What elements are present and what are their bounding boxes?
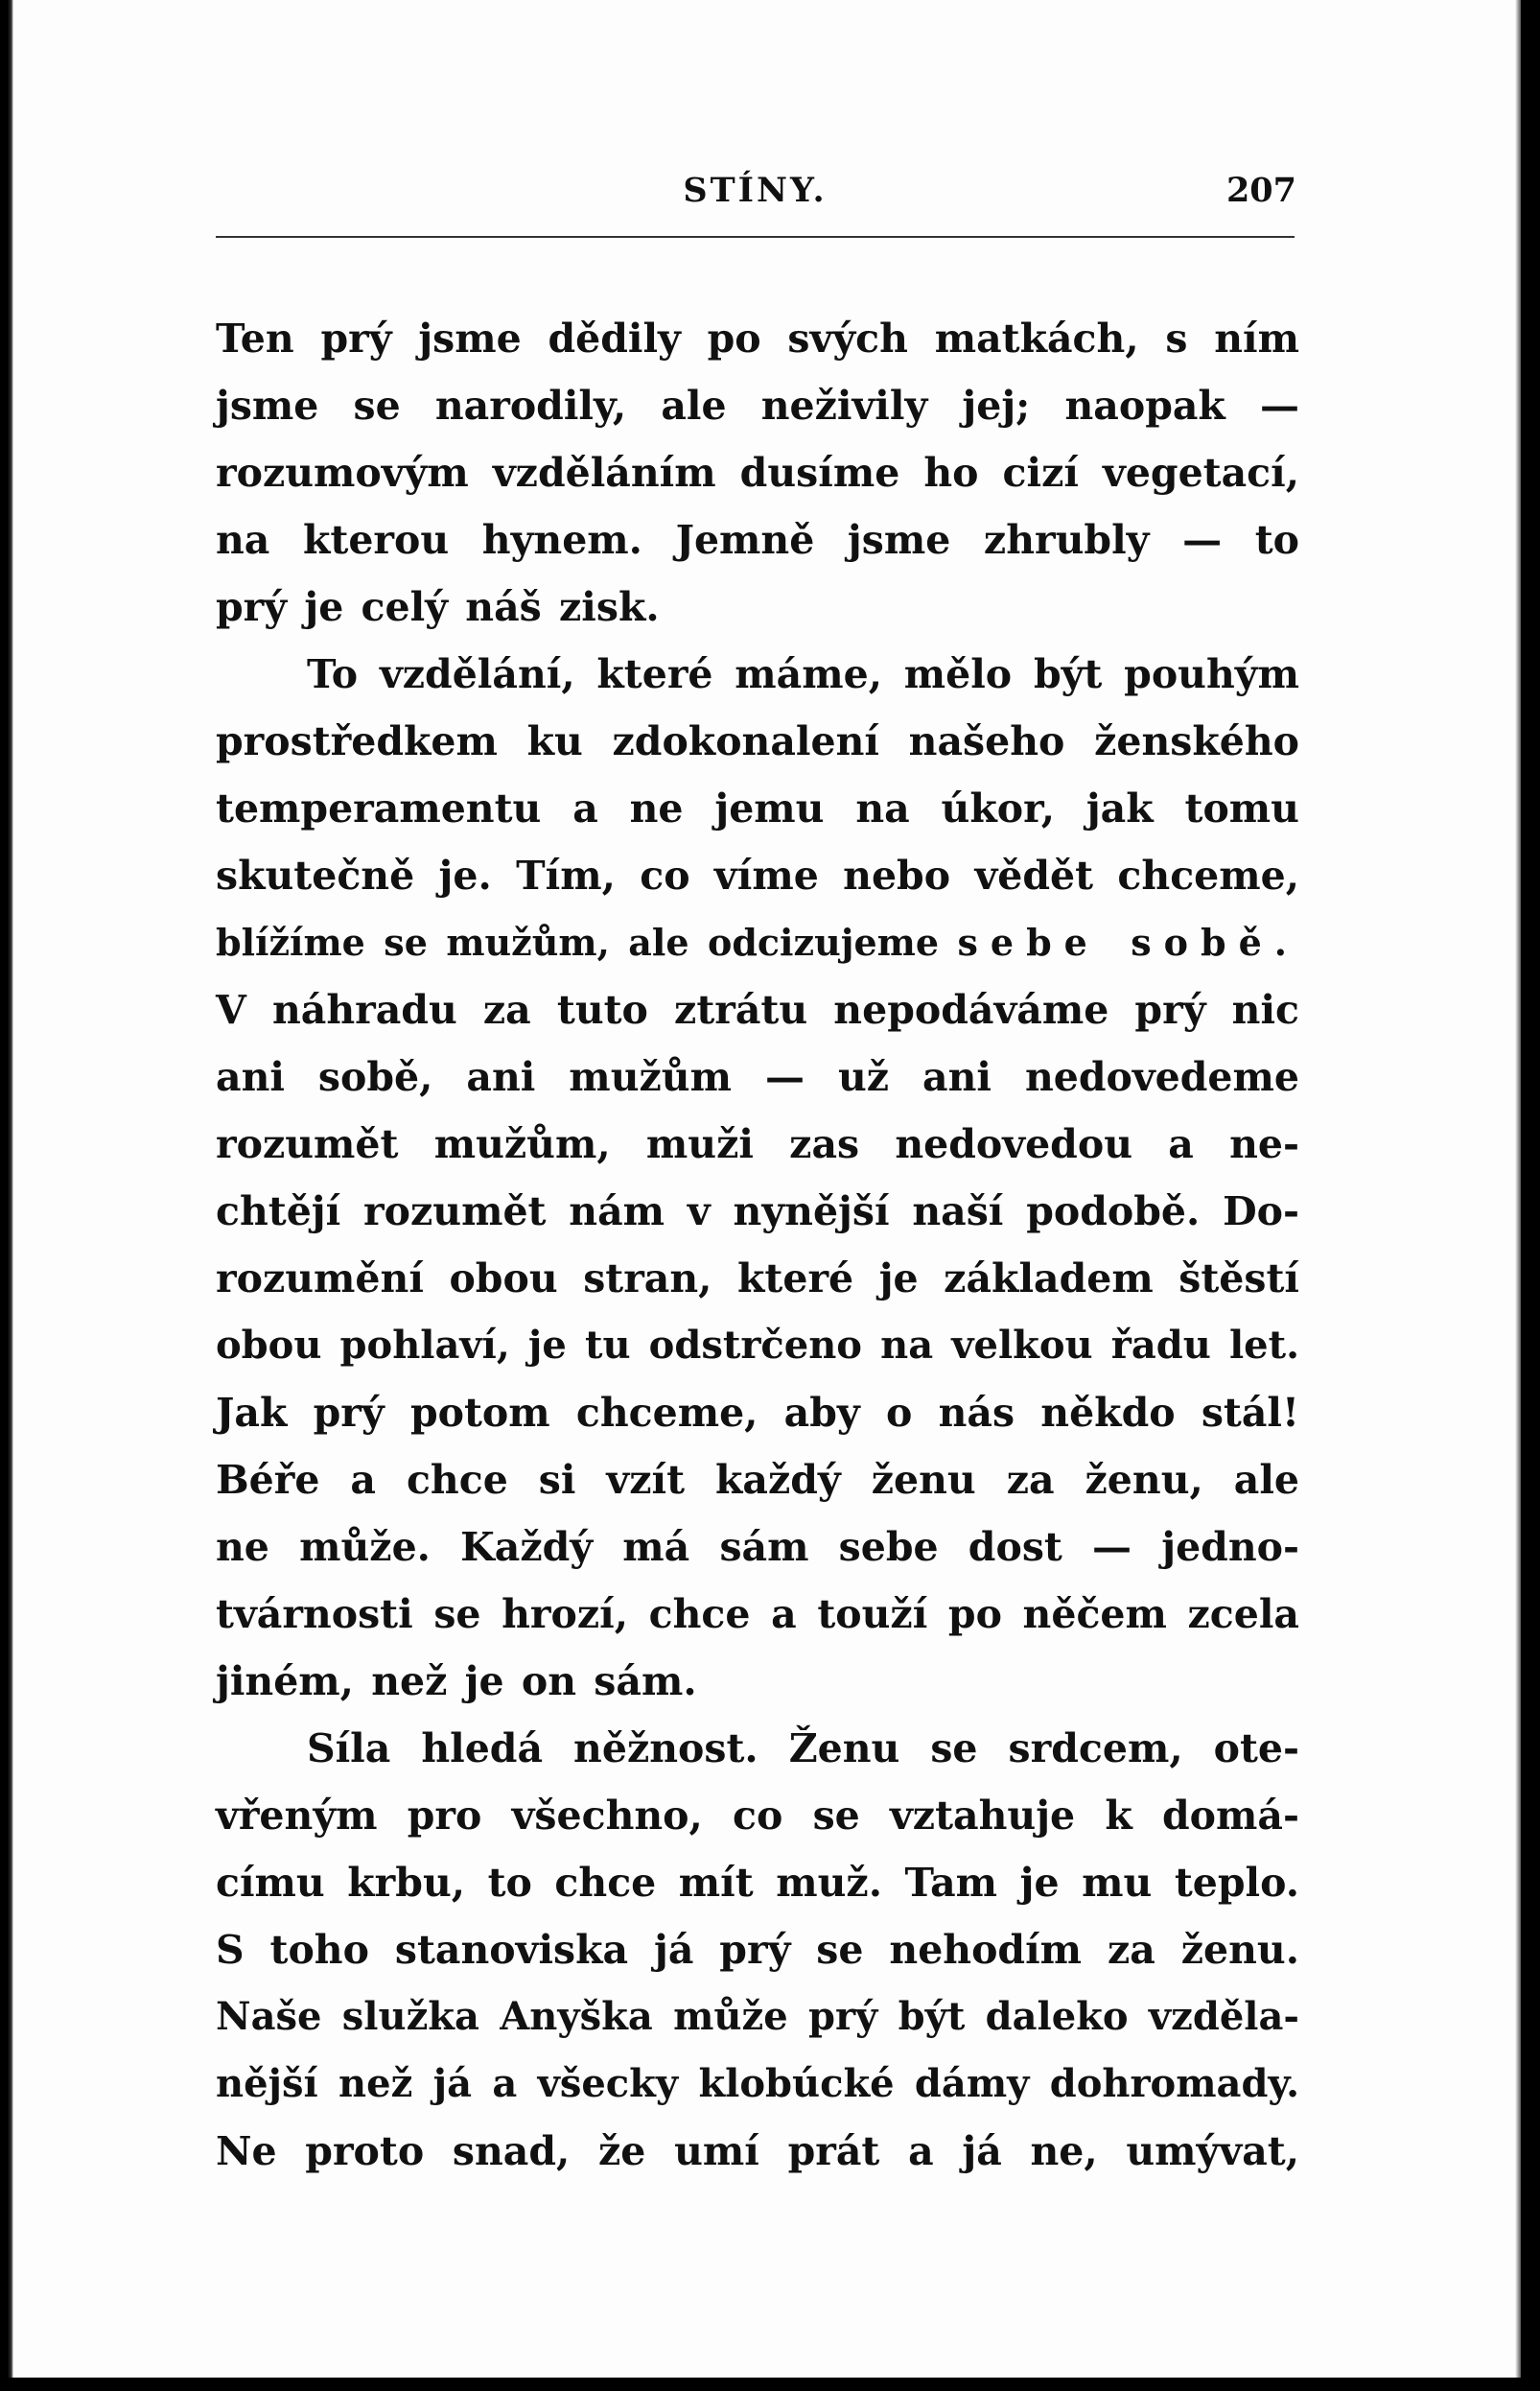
text-line: temperamentu a ne jemu na úkor, jak tomu [216, 785, 1299, 832]
text-line: Síla hledá něžnost. Ženu se srdcem, ote- [307, 1725, 1299, 1771]
text-line: V náhradu za tuto ztrátu nepodáváme prý nic [216, 987, 1299, 1033]
text-line: jsme se narodily, ale neživily jej; naopak — [216, 383, 1299, 429]
text-line: rozumět mužům, muži zas nedovedou a ne- [216, 1121, 1299, 1167]
text-line: tvárnosti se hrozí, chce a touží po něčem zcela [216, 1591, 1299, 1637]
text-line: obou pohlaví, je tu odstrčeno na velkou řadu let. [216, 1323, 1299, 1368]
header-rule [216, 236, 1295, 238]
text-line [216, 909, 1299, 976]
text-line: ani sobě, ani mužům — už ani nedovedeme [216, 1054, 1299, 1100]
text-line: ne může. Každý má sám sebe dost — jedno- [216, 1524, 1299, 1570]
text-line: prostředkem ku zdokonalení našeho ženského [216, 718, 1299, 764]
text-line: rozumovým vzděláním dusíme ho cizí vegetací, [216, 450, 1299, 496]
scan-bottom-border [0, 2378, 1540, 2391]
emphasized-text: sebe sobě. [957, 921, 1300, 964]
text-line: Ten prý jsme dědily po svých matkách, s ním [216, 316, 1299, 362]
text-line: To vzdělání, které máme, mělo být pouhým [307, 651, 1299, 697]
text-line: na kterou hynem. Jemně jsme zhrubly — to [216, 517, 1299, 563]
running-head [216, 171, 1295, 219]
text-line: Ne proto snad, že umí prát a já ne, umývat, [216, 2128, 1299, 2174]
page-number: 207 [1225, 171, 1296, 210]
text-line: jiném, než je on sám. [216, 1658, 697, 1704]
text-line: chtějí rozumět nám v nynější naší podobě. Do- [216, 1188, 1299, 1234]
text-line: rozumění obou stran, které je základem štěstí [216, 1255, 1299, 1301]
text-segment: blížíme se mužům, ale odcizujeme [216, 921, 940, 964]
scan-left-border [0, 0, 13, 2391]
text-line: nější než já a všecky klobúcké dámy dohromady. [216, 2061, 1299, 2106]
text-line: Naše služka Anyška může prý být daleko vzděla- [216, 1994, 1299, 2039]
text-line: vřeným pro všechno, co se vztahuje k domá- [216, 1793, 1299, 1839]
text-line: S toho stanoviska já prý se nehodím za ženu. [216, 1927, 1299, 1973]
text-line: Béře a chce si vzít každý ženu za ženu, ale [216, 1457, 1299, 1503]
text-line: Jak prý potom chceme, aby o nás někdo stál! [216, 1390, 1299, 1436]
scan-right-border [1521, 0, 1540, 2391]
text-line: skutečně je. Tím, co víme nebo vědět chceme, [216, 853, 1299, 899]
text-line: prý je celý náš zisk. [216, 584, 660, 630]
text-line: címu krbu, to chce mít muž. Tam je mu teplo. [216, 1860, 1299, 1906]
body-text [216, 305, 1299, 2185]
running-title: STÍNY. [683, 171, 828, 210]
